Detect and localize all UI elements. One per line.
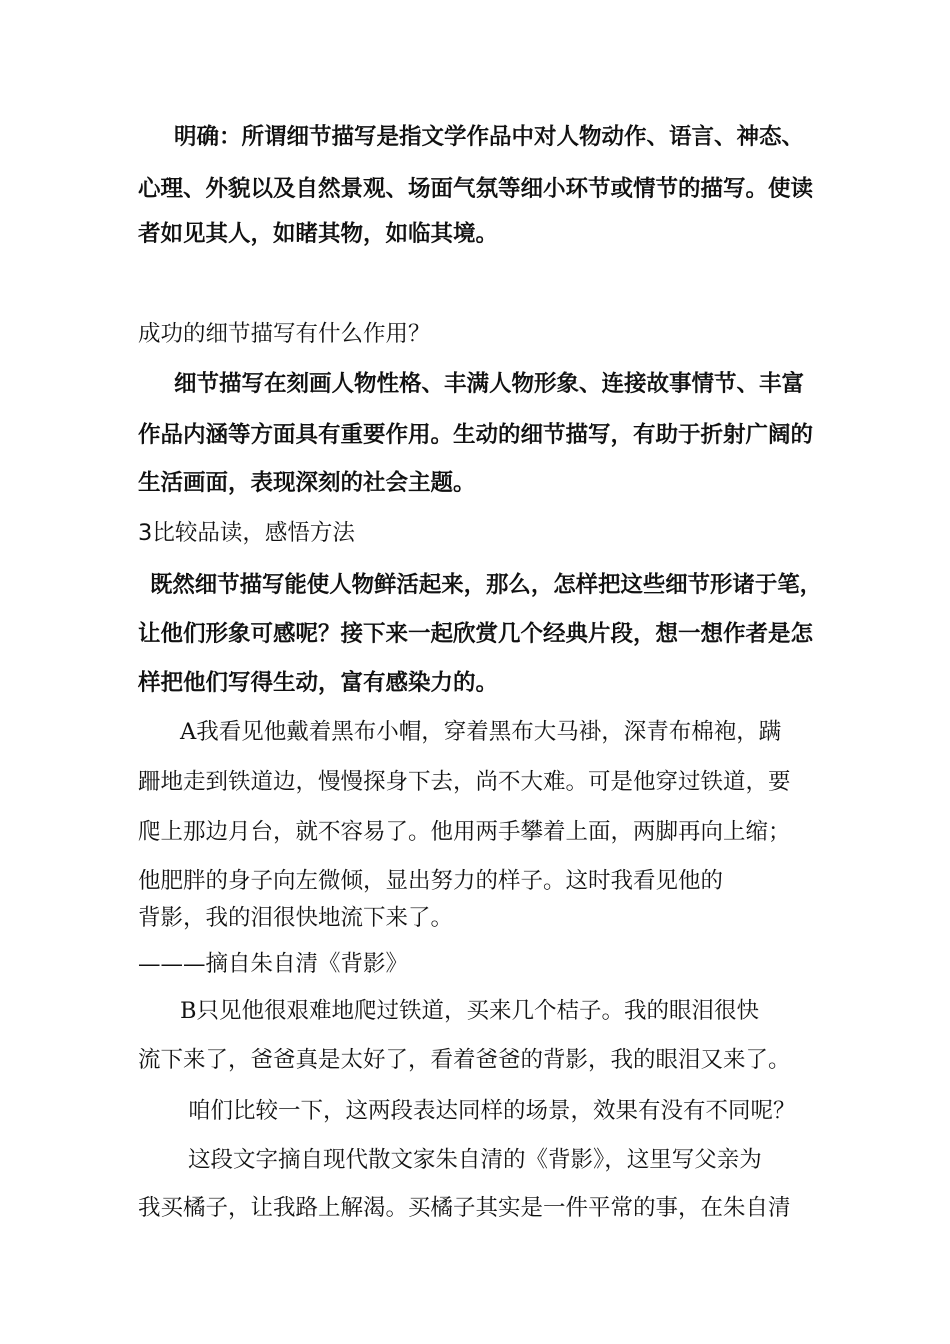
text-line: B只见他很艰难地爬过铁道，买来几个桔子。我的眼泪很快 — [180, 998, 760, 1024]
text-line: A我看见他戴着黑布小帽，穿着黑布大马褂，深青布棉袍，蹒 — [180, 719, 782, 745]
text-line: 让他们形象可感呢？接下来一起欣赏几个经典片段，想一想作者是怎 — [138, 621, 814, 647]
text-line: 背影，我的泪很快地流下来了。 — [138, 905, 454, 931]
text-line: 爬上那边月台，就不容易了。他用两手攀着上面，两脚再向上缩； — [138, 819, 791, 845]
text-line: 我买橘子，让我路上解渴。买橘子其实是一件平常的事，在朱自清 — [138, 1195, 791, 1221]
text-line: 这段文字摘自现代散文家朱自清的《背影》，这里写父亲为 — [188, 1147, 762, 1173]
text-line: ———摘自朱自清《背影》 — [138, 951, 409, 977]
text-line: 跚地走到铁道边，慢慢探身下去，尚不大难。可是他穿过铁道，要 — [138, 769, 791, 795]
text-line: 心理、外貌以及自然景观、场面气氛等细小环节或情节的描写。使读 — [138, 176, 814, 202]
text-line: 3比较品读，感悟方法 — [138, 520, 355, 546]
text-line: 他肥胖的身子向左微倾，显出努力的样子。这时我看见他的 — [138, 868, 724, 894]
text-line: 流下来了，爸爸真是太好了，看着爸爸的背影，我的眼泪又来了。 — [138, 1047, 791, 1073]
text-line: 咱们比较一下，这两段表达同样的场景，效果有没有不同呢？ — [188, 1098, 796, 1124]
text-line: 明确：所谓细节描写是指文学作品中对人物动作、语言、神态、 — [174, 124, 805, 150]
text-line: 成功的细节描写有什么作用？ — [138, 321, 431, 347]
text-line: 作品内涵等方面具有重要作用。生动的细节描写，有助于折射广阔的 — [138, 422, 814, 448]
text-line: 细节描写在刻画人物性格、丰满人物形象、连接故事情节、丰富 — [174, 371, 805, 397]
text-line: 样把他们写得生动，富有感染力的。 — [138, 670, 499, 696]
text-line: 者如见其人，如睹其物，如临其境。 — [138, 221, 499, 247]
text-line: 既然细节描写能使人物鲜活起来，那么，怎样把这些细节形诸于笔， — [150, 572, 823, 598]
text-line: 生活画面，表现深刻的社会主题。 — [138, 470, 476, 496]
